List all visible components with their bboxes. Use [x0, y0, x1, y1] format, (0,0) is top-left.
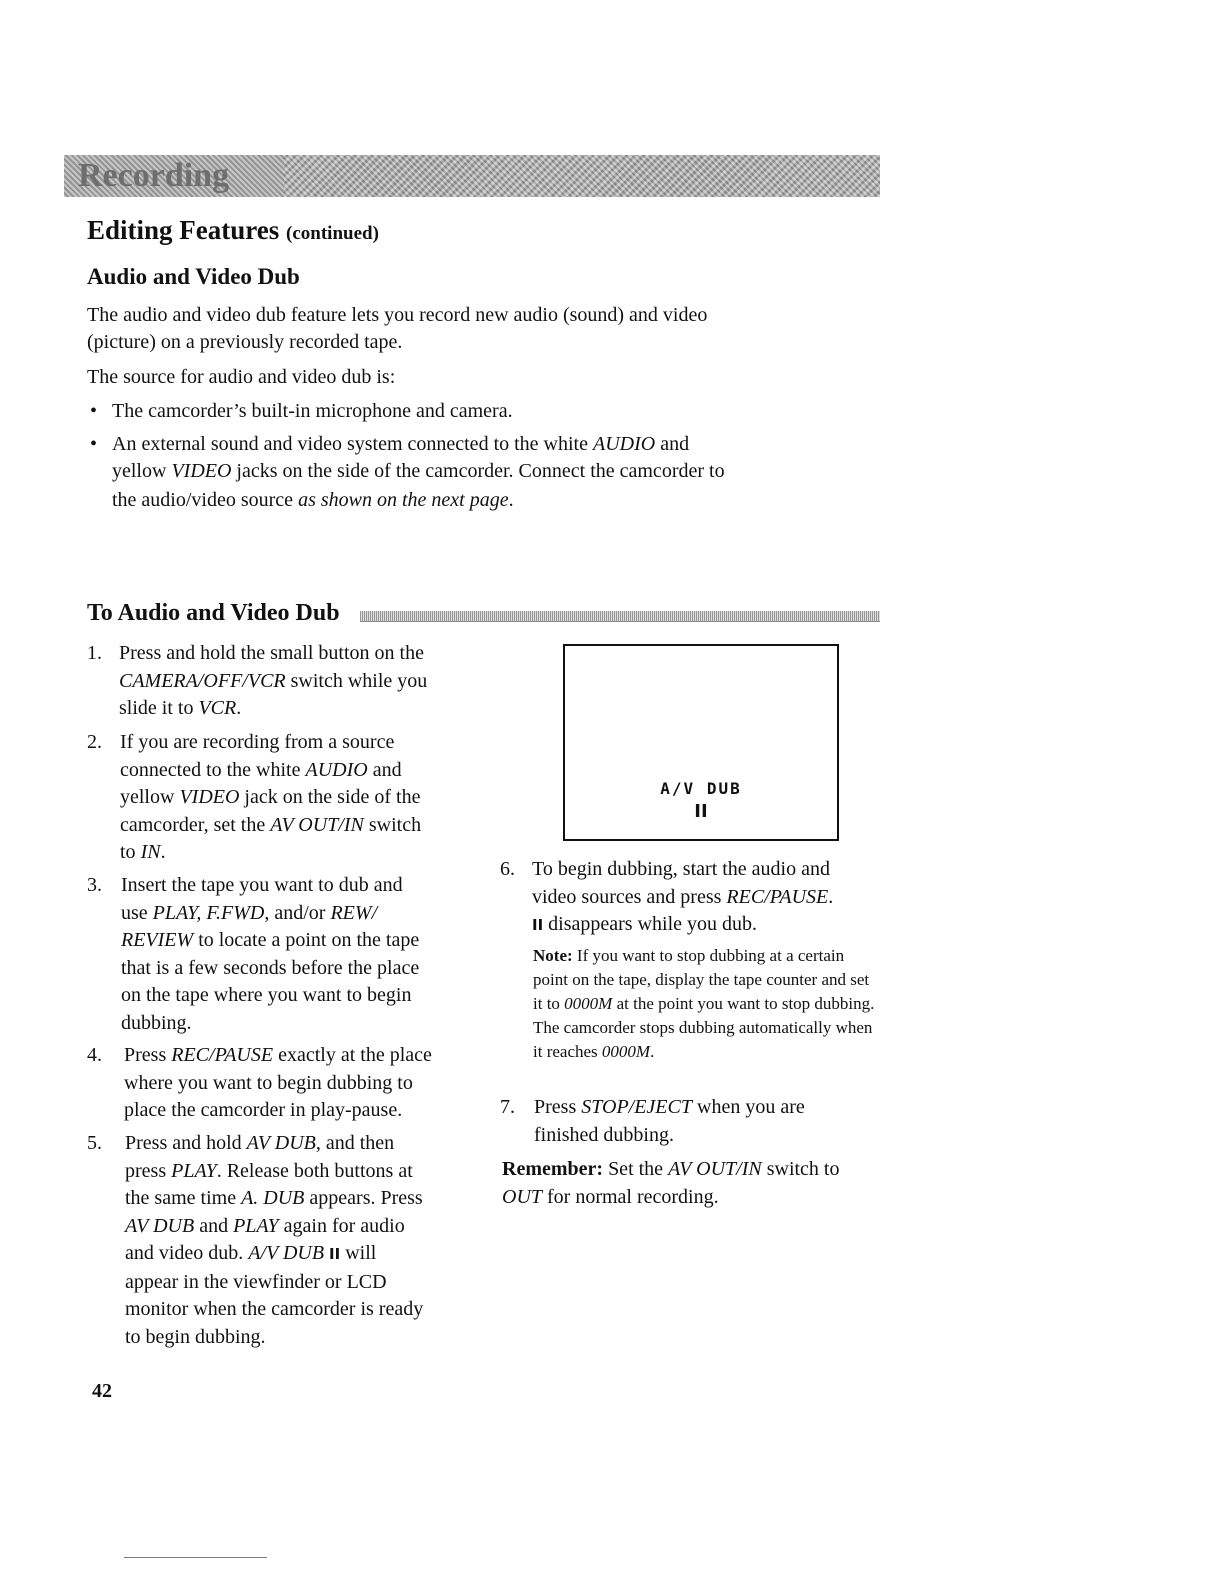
viewfinder-display: [563, 644, 839, 841]
bullet-2-line-1: An external sound and video system connected to the white AUDIO and: [112, 433, 690, 455]
step-4-text: Press REC/PAUSE exactly at the place where you want to begin dubbing to place the camcorder in play-pause.: [124, 1044, 432, 1121]
step-7-text: Press STOP/EJECT when you are finished dubbing.: [534, 1096, 805, 1146]
step-1-text: Press and hold the small button on the CAMERA/OFF/VCR switch while you slide it to VCR.: [119, 642, 428, 719]
step-number: 5.: [87, 1132, 102, 1154]
continued-label: (continued): [286, 223, 379, 244]
source-intro: The source for audio and video dub is:: [87, 366, 396, 388]
step-number: 7.: [500, 1096, 515, 1118]
intro-paragraph-line-2: (picture) on a previously recorded tape.: [87, 331, 403, 353]
pause-icon: II: [532, 916, 544, 934]
page-title-text: Editing Features: [87, 215, 280, 245]
note: Note: If you want to stop dubbing at a certain point on the tape, display the tape counter and set it to 0000M at the point you want to stop dubbing. The camcorder stops dubbing automatically when it reaches 0000M.: [533, 946, 875, 1061]
footer-rule: [124, 1557, 267, 1558]
subsection-title: Audio and Video Dub: [87, 264, 300, 289]
step-number: 2.: [87, 731, 102, 753]
pause-icon: II: [694, 801, 708, 822]
remember-note: Remember: Set the AV OUT/IN switch to OUT for normal recording.: [502, 1158, 840, 1208]
pause-icon: II: [329, 1245, 341, 1263]
page-title: [87, 215, 379, 246]
step-3-text: Insert the tape you want to dub and use PLAY, F.FWD, and/or REW/ REVIEW to locate a point on the tape that is a few seconds before the place on the tape where you want to begin dubbing.: [121, 874, 420, 1034]
banner-texture: [284, 155, 880, 197]
section-rule: [360, 611, 880, 622]
step-number: 3.: [87, 874, 102, 896]
note-label: Note:: [533, 946, 573, 965]
page-number: 42: [92, 1380, 112, 1402]
step-5-text: Press and hold AV DUB, and then press PLAY. Release both buttons at the same time A. DUB appears. Press AV DUB and PLAY again for audio and video dub. A/V DUB II will appear in the viewfinder or LCD monitor when the camcorder is ready to begin dubbing.: [125, 1132, 424, 1348]
step-number: 4.: [87, 1044, 102, 1066]
bullet-1: •: [90, 400, 98, 422]
step-6-text: To begin dubbing, start the audio and video sources and press REC/PAUSE. II disappears while you dub.: [532, 858, 834, 935]
bullet-2-line-3: the audio/video source as shown on the next page.: [112, 489, 514, 511]
section-title: To Audio and Video Dub: [87, 600, 340, 626]
bullet-2: •: [90, 433, 98, 455]
viewfinder-av-dub-label: A/V DUB: [660, 779, 742, 798]
step-number: 6.: [500, 858, 515, 880]
intro-paragraph-line-1: The audio and video dub feature lets you record new audio (sound) and video: [87, 304, 708, 326]
banner-title: Recording: [78, 157, 230, 194]
bullet-1-text: The camcorder’s built-in microphone and camera.: [112, 400, 513, 422]
section-banner: [64, 155, 880, 197]
step-number: 1.: [87, 642, 102, 664]
step-2-text: If you are recording from a source connected to the white AUDIO and yellow VIDEO jack on the side of the camcorder, set the AV OUT/IN switch to IN.: [120, 731, 422, 863]
remember-label: Remember:: [502, 1158, 604, 1180]
bullet-2-line-2: yellow VIDEO jacks on the side of the camcorder. Connect the camcorder to: [112, 460, 725, 482]
